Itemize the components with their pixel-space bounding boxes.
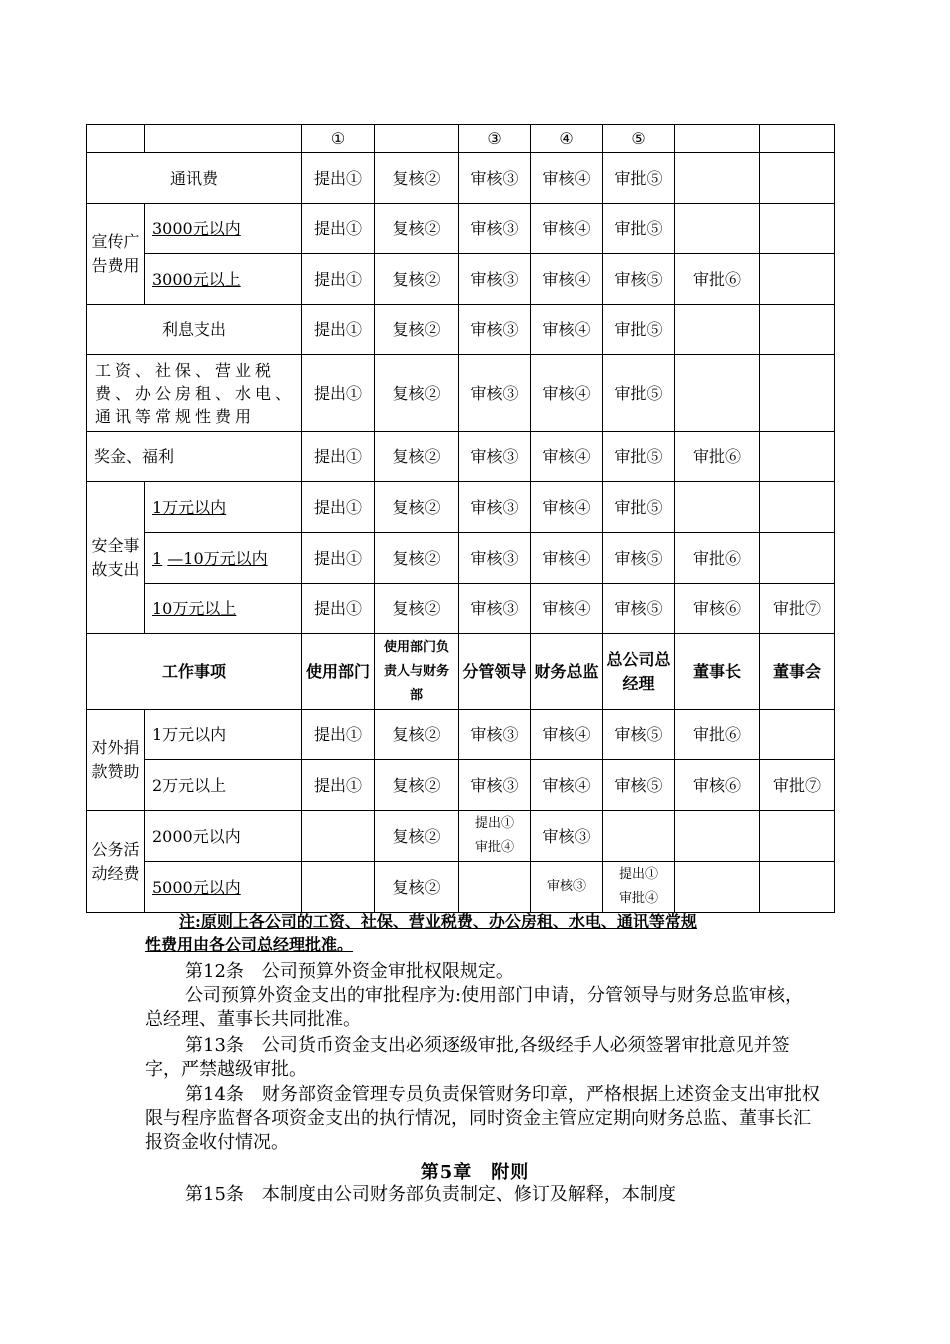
range-label: 2万元以上 — [145, 760, 302, 811]
table-row: 对外捐款赞助 1万元以内 提出① 复核② 审核③ 审核④ 审核⑤ 审批⑥ — [87, 710, 835, 760]
article-12-text: 公司预算外资金支出的审批程序为:使用部门申请，分管领导与财务总监审核，总经理、董事长共同批准。 — [145, 985, 804, 1030]
category-cell: 安全事故支出 — [87, 482, 145, 634]
article-13: 第13条 公司货币资金支出必须逐级审批,各级经手人必须签署审批意见并签字，严禁越级审批。 — [145, 1035, 790, 1080]
header-leader: 分管领导 — [459, 634, 531, 710]
table-row: 宣传广告费用 3000元以内 提出① 复核② 审核③ 审核④ 审批⑤ — [87, 204, 835, 254]
range-label: 5000元以内 — [152, 877, 241, 897]
range-label-start: 1 — [152, 548, 163, 568]
table-row: 工资、社保、营业税费、办公房租、水电、通讯等常规性费用 提出① 复核② 审核③ 审核④ 审批⑤ — [87, 355, 835, 432]
range-label-end: —10万元以内 — [167, 548, 268, 568]
article-12 — [145, 960, 820, 1032]
header-cfo: 财务总监 — [531, 634, 603, 710]
range-label: 1万元以内 — [152, 497, 227, 517]
header-board: 董事会 — [760, 634, 835, 710]
table-row: 3000元以上 提出① 复核② 审核③ 审核④ 审核⑤ 审批⑥ — [87, 254, 835, 305]
range-label: 2000元以内 — [145, 811, 302, 862]
header-dept: 使用部门 — [302, 634, 375, 710]
range-label: 1万元以内 — [145, 710, 302, 760]
table-header-row — [87, 634, 835, 710]
table-row: 1 —10万元以内 提出① 复核② 审核③ 审核④ 审核⑤ 审批⑥ — [87, 533, 835, 584]
category-cell: 对外捐款赞助 — [87, 710, 145, 811]
table-row: 通讯费 提出① 复核② 审核③ 审核④ 审批⑤ — [87, 153, 835, 204]
item-name: 利息支出 — [87, 305, 302, 355]
chapter-title: 第5章 附则 — [420, 1162, 530, 1183]
range-label: 10万元以上 — [152, 599, 237, 618]
header-chairman: 董事长 — [675, 634, 760, 710]
table-row: ① ③ ④ ⑤ — [87, 125, 835, 153]
table-row: 公务活动经费 2000元以内 复核② 提出① 审批④ 审核③ — [87, 811, 835, 862]
category-cell: 宣传广告费用 — [87, 204, 145, 305]
range-label: 3000元以上 — [152, 269, 241, 289]
header-item: 工作事项 — [87, 634, 302, 710]
table-row: 5000元以内 复核② 审核③ 提出① 审批④ — [87, 862, 835, 913]
header-gm: 总公司总经理 — [603, 634, 675, 710]
header-head-finance: 使用部门负责人与财务部 — [375, 634, 459, 710]
table-row: 奖金、福利 提出① 复核② 审核③ 审核④ 审批⑤ 审批⑥ — [87, 432, 835, 482]
table-row: 10万元以上 提出① 复核② 审核③ 审核④ 审核⑤ 审核⑥ 审批⑦ — [87, 584, 835, 634]
table-row: 安全事故支出 1万元以内 提出① 复核② 审核③ 审核④ 审批⑤ — [87, 482, 835, 533]
table-row: 利息支出 提出① 复核② 审核③ 审核④ 审批⑤ — [87, 305, 835, 355]
table-note: 注:原则上各公司的工资、社保、营业税费、办公房租、水电、通讯等常规 性费用由各公司总经理批准。 — [145, 912, 697, 954]
item-name: 通讯费 — [87, 153, 302, 204]
article-15: 第15条 本制度由公司财务部负责制定、修订及解释，本制度 — [185, 1184, 676, 1205]
article-14: 第14条 财务部资金管理专员负责保管财务印章，严格根据上述资金支出审批权限与程序监督各项资金支出的执行情况，同时资金主管应定期向财务总监、董事长汇报资金收付情况。 — [145, 1084, 820, 1153]
table-row: 2万元以上 提出① 复核② 审核③ 审核④ 审核⑤ 审核⑥ 审批⑦ — [87, 760, 835, 811]
article-12-title: 第12条 公司预算外资金审批权限规定。 — [185, 961, 514, 982]
range-label: 3000元以内 — [152, 219, 241, 238]
item-name: 工资、社保、营业税费、办公房租、水电、通讯等常规性费用 — [87, 355, 302, 432]
approval-authority-table — [86, 124, 835, 913]
item-name: 奖金、福利 — [87, 432, 302, 482]
category-cell: 公务活动经费 — [87, 811, 145, 913]
